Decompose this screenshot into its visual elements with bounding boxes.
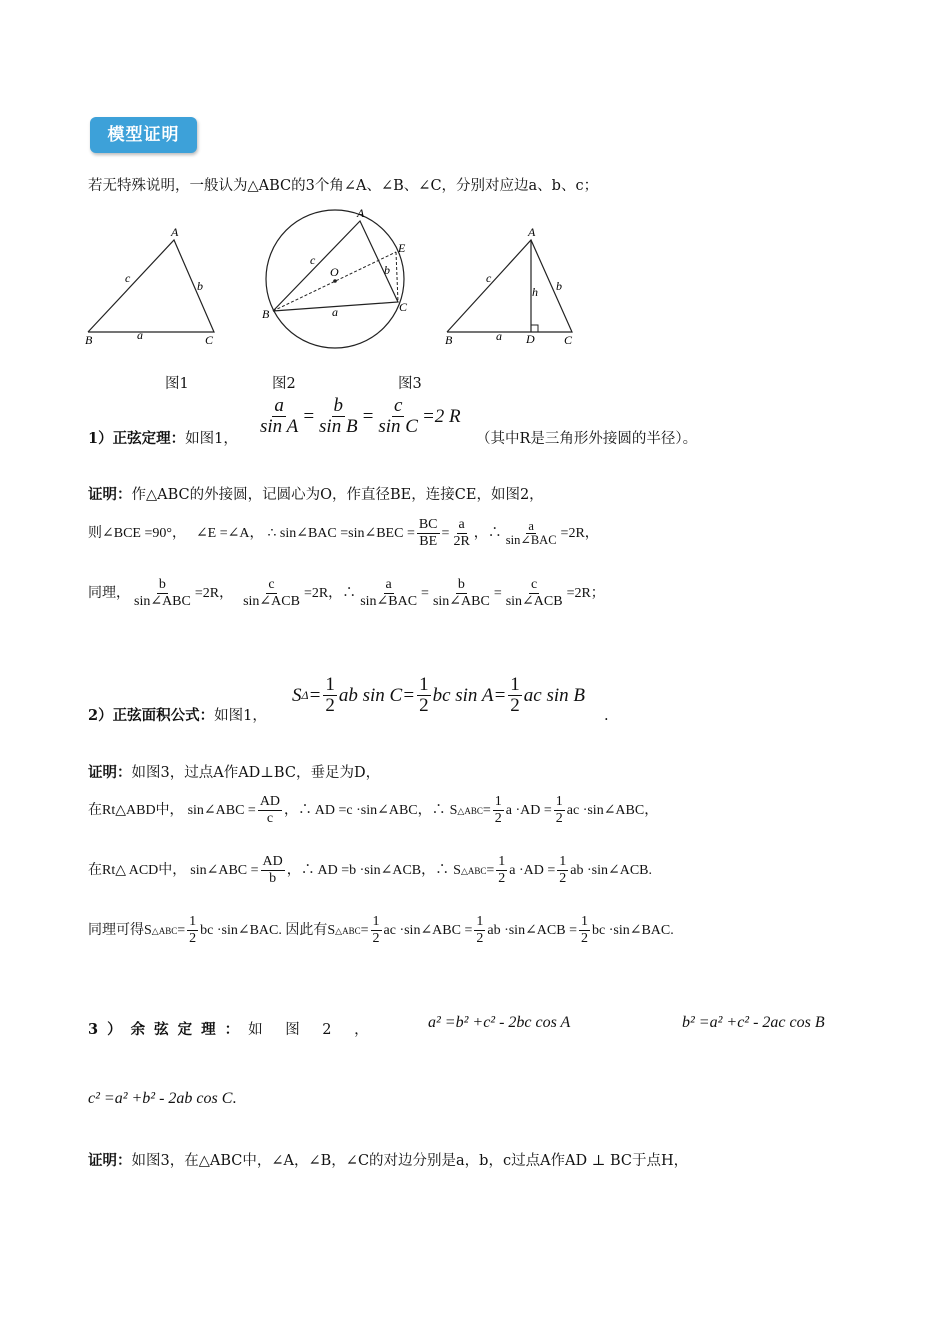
- fig3-label-B: B: [445, 333, 453, 347]
- fig3-label-C: C: [564, 333, 573, 347]
- fig1-label-A: A: [171, 225, 179, 239]
- fig2-ce: [396, 252, 398, 302]
- cosine-formula-a: a² =b² +c² - 2bc cos A: [428, 1014, 571, 1031]
- cosine-formula-c: c² =a² +b² - 2ab cos C.: [88, 1090, 237, 1107]
- fig3-label-h: h: [532, 285, 538, 299]
- fig1-label-c: c: [125, 271, 131, 285]
- sine-law-tail: =2 R: [421, 405, 461, 427]
- sine-law-ref: 如图1，: [185, 431, 238, 447]
- sine-area-formula: S Δ = $\frac{1}{2}$ ab sin C = $\frac{1}{2}$ bc sin A = $\frac{1}{2}$ ac sin B: [292, 674, 585, 716]
- figure-1-caption: 图1: [165, 376, 189, 392]
- fig3-right-angle: [531, 325, 538, 332]
- figure-2-caption: 图2: [272, 376, 296, 392]
- sine-law-heading-line: [88, 429, 238, 449]
- fig3-label-c: c: [486, 271, 492, 285]
- sine-proof-line2: 则∠BCE =90°， ∠E =∠A， ∴ sin∠BAC =sin∠BEC = $\frac{BC}{BE}$ = $\frac{a}{2R}$ ，∴ $\frac{a}{\text{sin∠BAC}}$ =2R，: [88, 517, 599, 549]
- figure-3-caption: 图3: [398, 376, 422, 392]
- fig1-label-C: C: [205, 333, 214, 347]
- section-tag: 模型证明: [90, 117, 197, 153]
- sine-law-heading: 1）正弦定理：: [88, 430, 186, 447]
- cosine-law-heading-line: 3）余弦定理：如 图 2 ，: [88, 1021, 378, 1038]
- sine-area-end: .: [604, 708, 609, 724]
- fig2-label-E: E: [398, 241, 406, 255]
- area-proof-line1: 证明：如图3，过点A作AD⊥BC，垂足为D，: [88, 764, 381, 781]
- fig2-label-B: B: [262, 307, 270, 321]
- figure-2: [260, 204, 420, 354]
- sine-law-frac-b: $\frac{b}{\text{sin B}}$: [319, 395, 358, 437]
- fig2-center: [333, 279, 337, 283]
- intro-text: 若无特殊说明，一般认为△ABC的3个角∠A、∠B、∠C，分别对应边a、b、c；: [88, 178, 599, 194]
- fig1-label-a: a: [137, 328, 143, 342]
- area-proof-line4: 同理可得 S △ABC = $\frac{1}{2}$ bc ·sin∠BAC. 因此有 S △ABC = $\frac{1}{2}$ ac ·sin∠ABC = $\frac{1}{2}$ ab ·sin∠ACB = $\frac{1}{2}$ bc ·sin∠BAC.: [88, 914, 674, 946]
- fig2-circle: [266, 210, 404, 348]
- fig2-label-C: C: [399, 300, 408, 314]
- fig3-label-a: a: [496, 329, 502, 343]
- sine-law-frac-a: $\frac{a}{\text{sin A}}$: [260, 395, 299, 437]
- fig2-label-O: O: [330, 265, 339, 279]
- fig2-label-b: b: [384, 263, 390, 277]
- fig2-label-a: a: [332, 305, 338, 319]
- fig2-label-A: A: [357, 206, 365, 220]
- figure-1: [82, 222, 222, 350]
- sine-law-frac-c: $\frac{c}{\text{sin C}}$: [378, 395, 418, 437]
- area-proof-line3: 在Rt△ ACD中， sin∠ABC = $\frac{AD}{b}$ ，∴ AD =b ·sin∠ACB，∴ S △ABC = $\frac{1}{2}$ a ·AD = $\frac{1}{2}$ ab ·sin∠ACB.: [88, 854, 653, 886]
- fig3-label-D: D: [526, 332, 535, 346]
- cosine-formula-b: b² =a² +c² - 2ac cos B: [682, 1014, 825, 1031]
- figure-3: [440, 222, 580, 350]
- sine-proof-line3: 同理， $\frac{b}{\text{sin∠ABC}}$ =2R， $\frac{c}{\text{sin∠ACB}}$ =2R，∴ $\frac{a}{\text{sin∠BAC}}$ = $\frac{b}{\text{sin∠ABC}}$ = $\frac{c}{\text{sin∠ACB}}$ =2R；: [88, 577, 605, 609]
- fig3-label-b: b: [556, 279, 562, 293]
- fig2-label-c: c: [310, 253, 316, 267]
- sine-law-note: （其中R是三角形外接圆的半径）。: [476, 431, 698, 447]
- fig1-label-b: b: [197, 279, 203, 293]
- cosine-proof-line1: 证明：如图3，在△ABC中，∠A，∠B，∠C的对边分别是a，b，c过点A作AD ⊥ BC于点H，: [88, 1152, 689, 1169]
- fig3-triangle: [447, 240, 572, 332]
- sine-area-heading-line: 2）正弦面积公式：如图1，: [88, 707, 267, 724]
- fig1-triangle: [88, 240, 214, 332]
- fig1-label-B: B: [85, 333, 93, 347]
- sine-proof-line1: 证明：作△ABC的外接圆，记圆心为O，作直径BE，连接CE，如图2，: [88, 486, 544, 503]
- area-proof-line2: 在Rt△ABD中， sin∠ABC = $\frac{AD}{c}$ ，∴ AD =c ·sin∠ABC，∴ S △ABC = $\frac{1}{2}$ a ·AD = $\frac{1}{2}$ ac ·sin∠ABC，: [88, 794, 659, 826]
- sine-law-formula: $\frac{a}{\text{sin A}}$ = $\frac{b}{\text{sin B}}$ = $\frac{c}{\text{sin C}}$ =2 R: [260, 395, 461, 437]
- fig3-label-A: A: [528, 225, 536, 239]
